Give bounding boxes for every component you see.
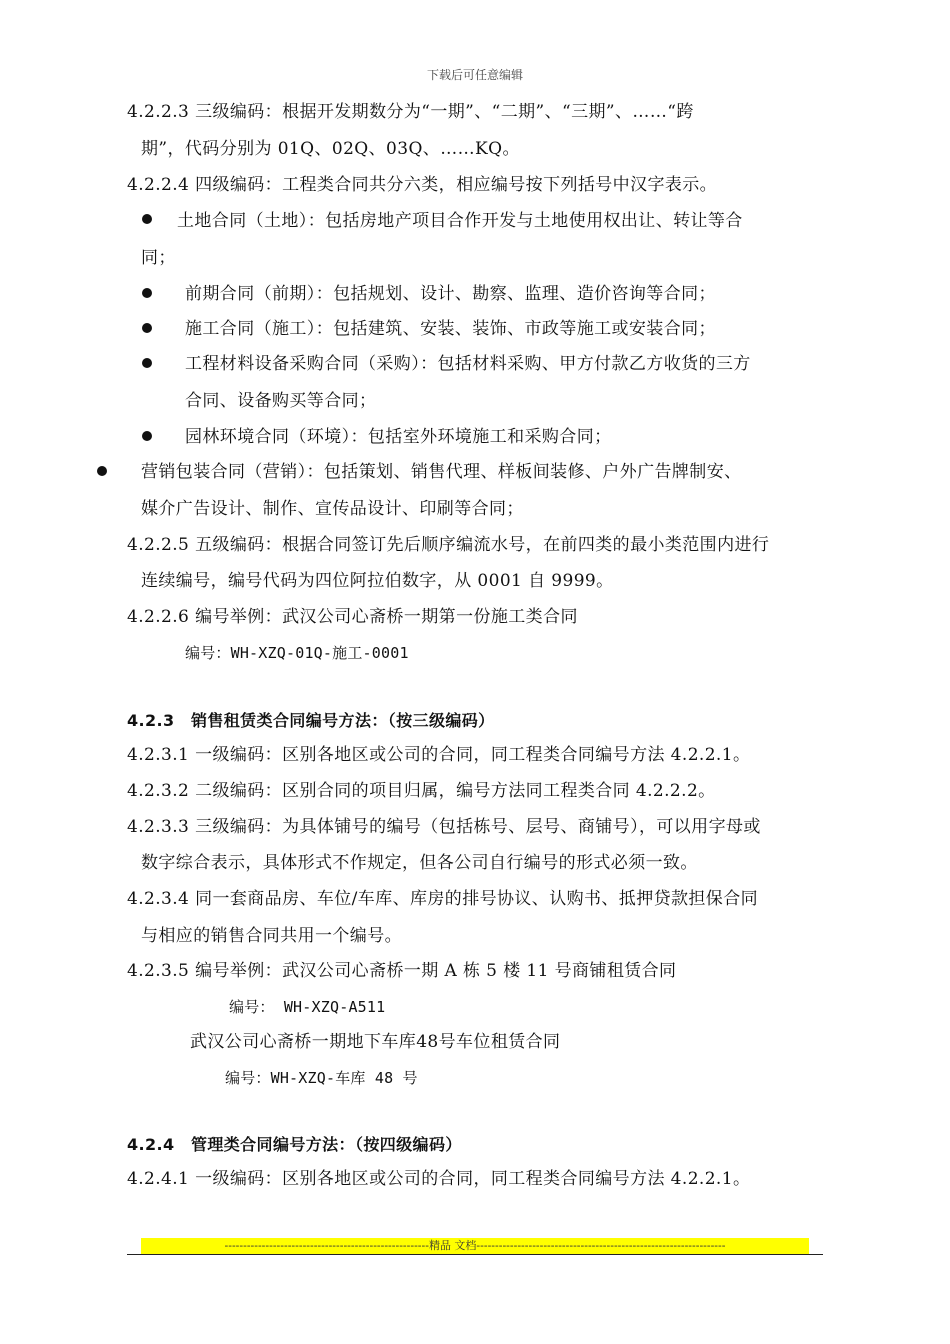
bullet-icon <box>142 358 152 368</box>
bullet-icon <box>142 431 152 441</box>
code-example: 编号： WH-XZQ-A511 <box>229 998 386 1016</box>
list-item: 园林环境合同（环境）：包括室外环境施工和采购合同； <box>185 427 612 447</box>
list-item: 工程材料设备采购合同（采购）：包括材料采购、甲方付款乙方收货的三方 <box>185 354 751 374</box>
para-line: 媒介广告设计、制作、宣传品设计、印刷等合同； <box>141 499 524 519</box>
footer-divider <box>127 1254 823 1255</box>
para-line: 同； <box>141 248 176 268</box>
para-line: 武汉公司心斋桥一期地下车库48号车位租赁合同 <box>190 1032 561 1052</box>
para-line: 与相应的销售合同共用一个编号。 <box>141 926 402 946</box>
para-line: 4.2.2.3 三级编码：根据开发期数分为“一期”、“二期”、“三期”、……“跨 <box>127 102 694 122</box>
list-item: 前期合同（前期）：包括规划、设计、勘察、监理、造价咨询等合同； <box>185 284 716 304</box>
bullet-icon <box>97 466 107 476</box>
para-line: 4.2.2.4 四级编码：工程类合同共分六类，相应编号按下列括号中汉字表示。 <box>127 175 718 195</box>
para-line: 数字综合表示，具体形式不作规定，但各公司自行编号的形式必须一致。 <box>141 853 698 873</box>
para-line: 4.2.4.1 一级编码：区别各地区或公司的合同，同工程类合同编号方法 4.2.2.1。 <box>127 1169 751 1189</box>
bullet-icon <box>142 288 152 298</box>
para-line: 4.2.3.3 三级编码：为具体铺号的编号（包括栋号、层号、商铺号），可以用字母或 <box>127 817 761 837</box>
code-example: 编号：WH-XZQ-车库 48 号 <box>225 1069 418 1087</box>
para-line: 4.2.3.4 同一套商品房、车位/车库、库房的排号协议、认购书、抵押贷款担保合同 <box>127 889 759 909</box>
para-line: 4.2.2.5 五级编码：根据合同签订先后顺序编流水号，在前四类的最小类范围内进行 <box>127 535 770 555</box>
para-line: 期”，代码分别为 01Q、02Q、03Q、……KQ。 <box>141 139 520 159</box>
bullet-icon <box>142 214 152 224</box>
page-header: 下载后可任意编辑 <box>426 68 523 82</box>
para-line: 合同、设备购买等合同； <box>185 391 377 411</box>
para-line: 4.2.2.6 编号举例：武汉公司心斋桥一期第一份施工类合同 <box>127 607 578 627</box>
para-line: 4.2.3.5 编号举例：武汉公司心斋桥一期 A 栋 5 楼 11 号商铺租赁合同 <box>127 961 677 981</box>
code-example: 编号：WH-XZQ-01Q-施工-0001 <box>185 644 409 662</box>
list-item: 营销包装合同（营销）：包括策划、销售代理、样板间装修、户外广告牌制安、 <box>141 462 742 482</box>
bullet-icon <box>142 323 152 333</box>
para-line: 连续编号，编号代码为四位阿拉伯数字，从 0001 自 9999。 <box>141 571 614 591</box>
list-item: 土地合同（土地）：包括房地产项目合作开发与土地使用权出让、转让等合 <box>177 211 743 231</box>
footer-banner: -------------------------------------------------------精品 文档------------------------------------------------------------------- <box>141 1238 809 1254</box>
section-heading: 4.2.3 销售租赁类合同编号方法：（按三级编码） <box>127 711 495 730</box>
list-item: 施工合同（施工）：包括建筑、安装、装饰、市政等施工或安装合同； <box>185 319 716 339</box>
para-line: 4.2.3.2 二级编码：区别合同的项目归属，编号方法同工程类合同 4.2.2.2。 <box>127 781 716 801</box>
para-line: 4.2.3.1 一级编码：区别各地区或公司的合同，同工程类合同编号方法 4.2.2.1。 <box>127 745 751 765</box>
section-heading: 4.2.4 管理类合同编号方法：（按四级编码） <box>127 1135 462 1154</box>
